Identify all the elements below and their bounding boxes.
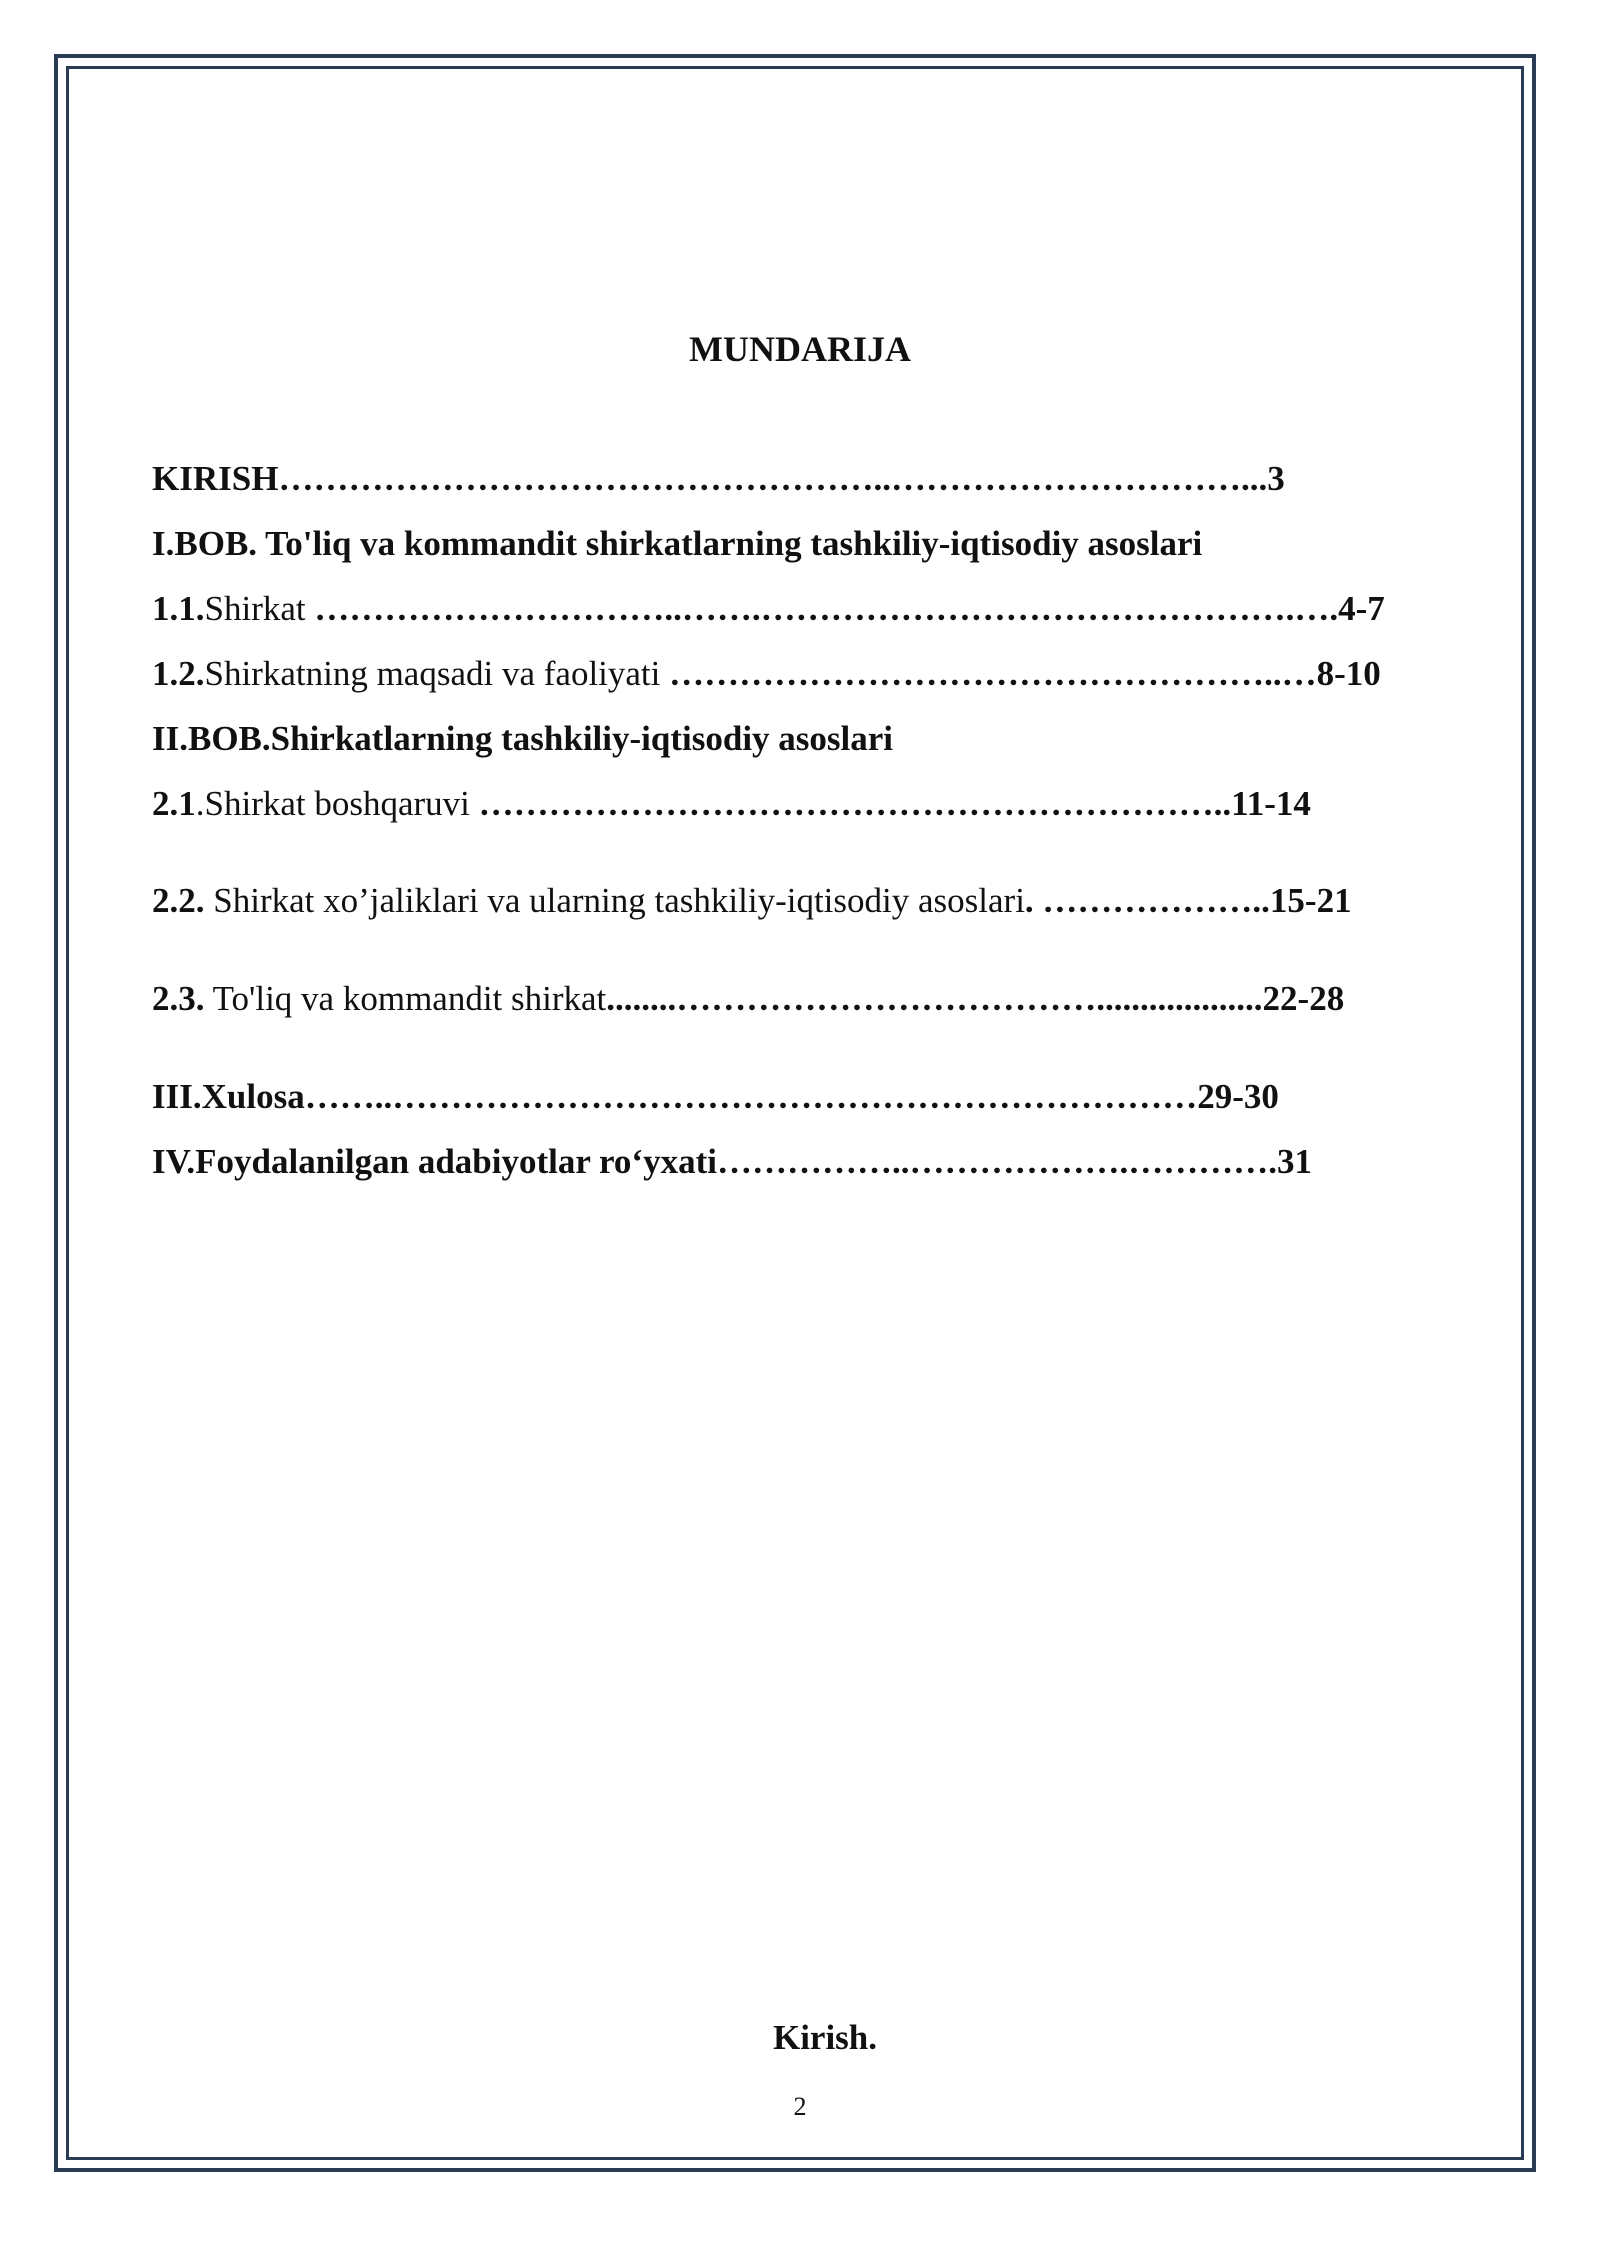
toc-entry-label: IV.Foydalanilgan adabiyotlar ro‘yxati bbox=[152, 1142, 717, 1181]
toc-entry-leader: ……………………………………………..… bbox=[660, 654, 1317, 693]
toc-entry-leader: ........………………………………................... bbox=[606, 979, 1263, 1018]
toc-entry-chapter-2[interactable] bbox=[152, 718, 1454, 760]
toc-entry-label: III.Xulosa bbox=[152, 1077, 305, 1116]
toc-entry-label: Shirkat bbox=[204, 589, 306, 628]
toc-entry-leader: …………………………..…….……………………………………….…. bbox=[305, 589, 1339, 628]
toc-entry-adabiyotlar[interactable] bbox=[152, 1141, 1454, 1183]
toc-entry-leader: ……………………………………………..…………………………... bbox=[278, 459, 1268, 498]
toc-entry-page: 22-28 bbox=[1262, 979, 1345, 1018]
toc-entry-page: 31 bbox=[1276, 1142, 1312, 1181]
toc-entry-chapter-1[interactable] bbox=[152, 523, 1454, 565]
toc-entry-label: KIRISH bbox=[152, 459, 279, 498]
toc-entry-leader: ……..…………………………………………………………… bbox=[304, 1077, 1198, 1116]
toc-entry-number: 1.2. bbox=[152, 654, 205, 693]
toc-entry-page: 15-21 bbox=[1269, 881, 1352, 920]
toc-entry-label: Shirkatning maqsadi va faoliyati bbox=[204, 654, 661, 693]
toc-entry-leader: . ……………….. bbox=[1024, 881, 1270, 920]
toc-entry-page: 8-10 bbox=[1316, 654, 1381, 693]
toc-entry-label: II.BOB.Shirkatlarning tashkiliy-iqtisodiy asoslari bbox=[152, 719, 894, 758]
toc-entry-number: 1.1. bbox=[152, 589, 205, 628]
toc-entry-page: 4-7 bbox=[1338, 589, 1385, 628]
toc-entry-number: 2.1 bbox=[152, 784, 196, 823]
toc-entry-2-3[interactable] bbox=[152, 978, 1454, 1020]
toc-entry-kirish[interactable] bbox=[152, 458, 1454, 500]
page-title: MUNDARIJA bbox=[689, 329, 911, 369]
page-number: 2 bbox=[793, 2092, 807, 2121]
toc-entry-2-1[interactable] bbox=[152, 783, 1454, 825]
toc-entry-leader: ……………..……………….…………. bbox=[716, 1142, 1277, 1181]
toc-entry-2-2[interactable] bbox=[152, 880, 1454, 922]
toc-entry-label: I.BOB. To'liq va kommandit shirkatlarning tashkiliy-iqtisodiy asoslari bbox=[152, 524, 1203, 563]
toc-entry-label: To'liq va kommandit shirkat bbox=[204, 979, 607, 1018]
toc-entry-label: Shirkat xo’jaliklari va ularning tashkiliy-iqtisodiy asoslari bbox=[204, 881, 1025, 920]
toc-entry-page: 11-14 bbox=[1231, 784, 1311, 823]
toc-entry-1-2[interactable] bbox=[152, 653, 1454, 695]
toc-entry-number: 2.2. bbox=[152, 881, 205, 920]
toc-entry-label: .Shirkat boshqaruvi bbox=[195, 784, 470, 823]
section-heading-kirish: Kirish. bbox=[772, 2018, 878, 2057]
toc-entry-1-1[interactable] bbox=[152, 588, 1454, 630]
toc-entry-page: 3 bbox=[1267, 459, 1285, 498]
toc-entry-number: 2.3. bbox=[152, 979, 205, 1018]
toc-entry-leader: ……………………………………………………….. bbox=[469, 784, 1232, 823]
toc-entry-xulosa[interactable] bbox=[152, 1076, 1454, 1118]
toc-entry-page: 29-30 bbox=[1197, 1077, 1279, 1116]
